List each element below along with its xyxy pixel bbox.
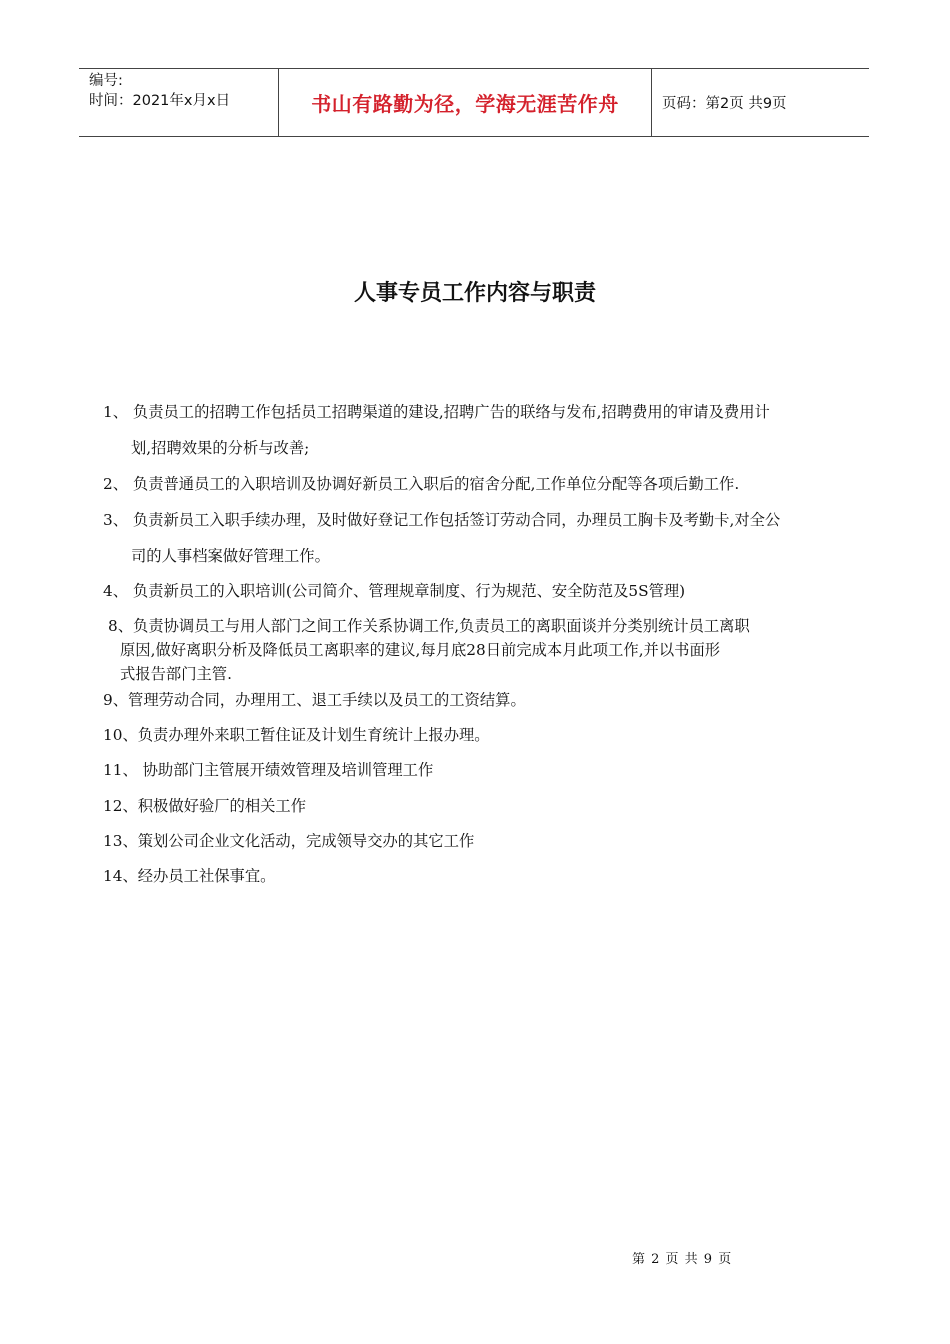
list-item: 13、策划公司企业文化活动，完成领导交办的其它工作 — [103, 832, 475, 850]
page-header — [79, 68, 869, 137]
date-line: 时间：2021年x月x日 — [89, 93, 231, 109]
list-item: 司的人事档案做好管理工作。 — [131, 547, 330, 565]
list-item: 12、积极做好验厂的相关工作 — [103, 797, 307, 815]
list-item: 9、管理劳动合同，办理用工、退工手续以及员工的工资结算。 — [103, 691, 526, 709]
page-info: 页码：第2页 共9页 — [662, 96, 787, 112]
list-item: 14、经办员工社保事宜。 — [103, 867, 276, 885]
document-title: 人事专员工作内容与职责 — [353, 281, 596, 306]
header-info — [79, 69, 279, 136]
list-item: 10、负责办理外来职工暂住证及计划生育统计上报办理。 — [103, 726, 490, 744]
page-footer: 第 2 页 共 9 页 — [632, 1252, 733, 1267]
list-item: 11、 协助部门主管展开绩效管理及培训管理工作 — [103, 761, 434, 779]
list-item: 4、 负责新员工的入职培训(公司简介、管理规章制度、行为规范、安全防范及5S管理) — [103, 582, 686, 600]
number-label: 编号: — [89, 73, 123, 89]
list-item: 3、 负责新员工入职手续办理，及时做好登记工作包括签订劳动合同，办理员工胸卡及考勤卡,对全公 — [103, 511, 781, 529]
list-item: 8、负责协调员工与用人部门之间工作关系协调工作,负责员工的离职面谈并分类别统计员工离职 — [108, 617, 750, 635]
list-item: 式报告部门主管. — [120, 665, 232, 683]
list-item: 划,招聘效果的分析与改善; — [131, 439, 310, 457]
motto: 书山有路勤为径，学海无涯苦作舟 — [279, 69, 652, 136]
list-item: 1、 负责员工的招聘工作包括员工招聘渠道的建设,招聘广告的联络与发布,招聘费用的审请及费用计 — [103, 403, 770, 421]
list-item: 2、 负责普通员工的入职培训及协调好新员工入职后的宿舍分配,工作单位分配等各项后勤工作. — [103, 475, 740, 493]
list-item: 原因,做好离职分析及降低员工离职率的建议,每月底28日前完成本月此项工作,并以书面形 — [120, 641, 721, 659]
